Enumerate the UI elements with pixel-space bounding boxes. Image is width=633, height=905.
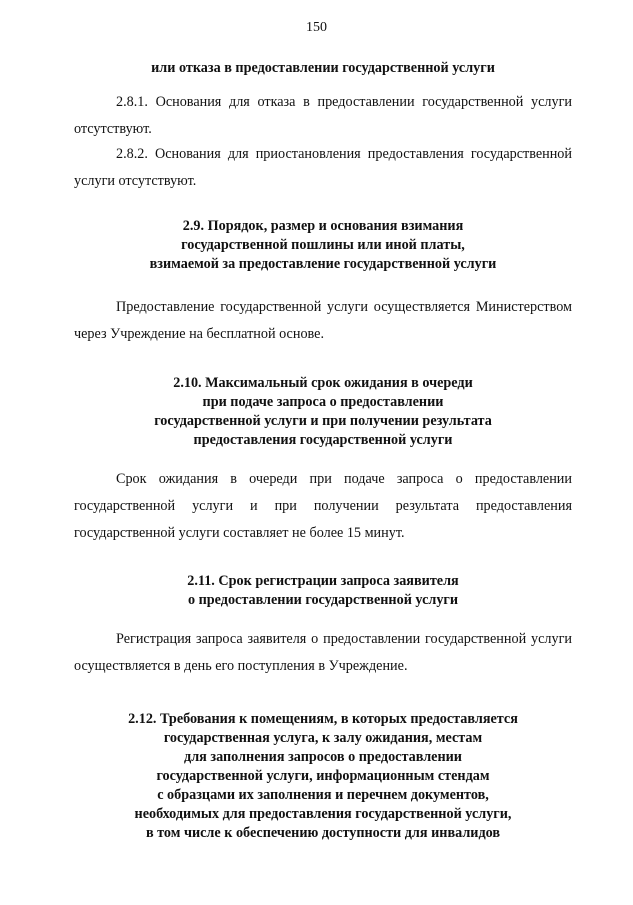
heading-line: о предоставлении государственной услуги xyxy=(187,592,459,608)
heading-line: или отказа в предоставлении государственной услуги xyxy=(151,60,495,76)
heading-line: 2.9. Порядок, размер и основания взимания xyxy=(182,218,464,234)
heading-line: государственная услуга, к залу ожидания, местам xyxy=(163,730,483,746)
section-2-12-heading xyxy=(74,710,572,843)
heading-line: предоставления государственной услуги xyxy=(193,432,453,448)
paragraph-text: Предоставление государственной услуги осуществляется Министерством через Учреждение на бесплатной основе. xyxy=(74,299,572,342)
section-2-11-heading xyxy=(74,572,572,610)
heading-line: 2.10. Максимальный срок ожидания в очереди xyxy=(173,375,473,391)
heading-line: государственной услуги, информационным стендам xyxy=(156,768,490,784)
paragraph-text: 2.8.1. Основания для отказа в предоставлении государственной услуги отсутствуют. xyxy=(74,94,572,137)
heading-line: необходимых для предоставления государственной услуги, xyxy=(134,806,512,822)
section-2-10-heading xyxy=(74,374,572,450)
heading-line: с образцами их заполнения и перечнем документов, xyxy=(157,787,489,803)
heading-line: 2.11. Срок регистрации запроса заявителя xyxy=(187,573,459,589)
heading-line: государственной услуги и при получении результата xyxy=(154,413,492,429)
page-number: 150 xyxy=(306,20,327,35)
section-2-8-heading-tail xyxy=(74,59,572,78)
section-2-9-text xyxy=(74,294,572,348)
heading-line: при подаче запроса о предоставлении xyxy=(202,394,444,410)
heading-line: взимаемой за предоставление государственной услуги xyxy=(149,256,497,272)
paragraph-2-8-1 xyxy=(74,89,572,143)
heading-line: в том числе к обеспечению доступности для инвалидов xyxy=(145,825,501,841)
section-2-9-heading xyxy=(74,217,572,274)
heading-line: государственной пошлины или иной платы, xyxy=(181,237,465,253)
heading-line: для заполнения запросов о предоставлении xyxy=(184,749,462,765)
paragraph-text: Регистрация запроса заявителя о предоставлении государственной услуги осуществляется в день его поступления в Учреждение. xyxy=(74,631,572,674)
section-2-11-text xyxy=(74,626,572,680)
paragraph-text: 2.8.2. Основания для приостановления предоставления государственной услуги отсутствуют. xyxy=(74,146,572,189)
paragraph-text: Срок ожидания в очереди при подаче запроса о предоставлении государственной услуги и при получении результата предоставления государственной услуги составляет не более 15 минут. xyxy=(74,471,572,541)
heading-line: 2.12. Требования к помещениям, в которых предоставляется xyxy=(128,711,518,727)
section-2-10-text xyxy=(74,466,572,547)
paragraph-2-8-2 xyxy=(74,141,572,195)
